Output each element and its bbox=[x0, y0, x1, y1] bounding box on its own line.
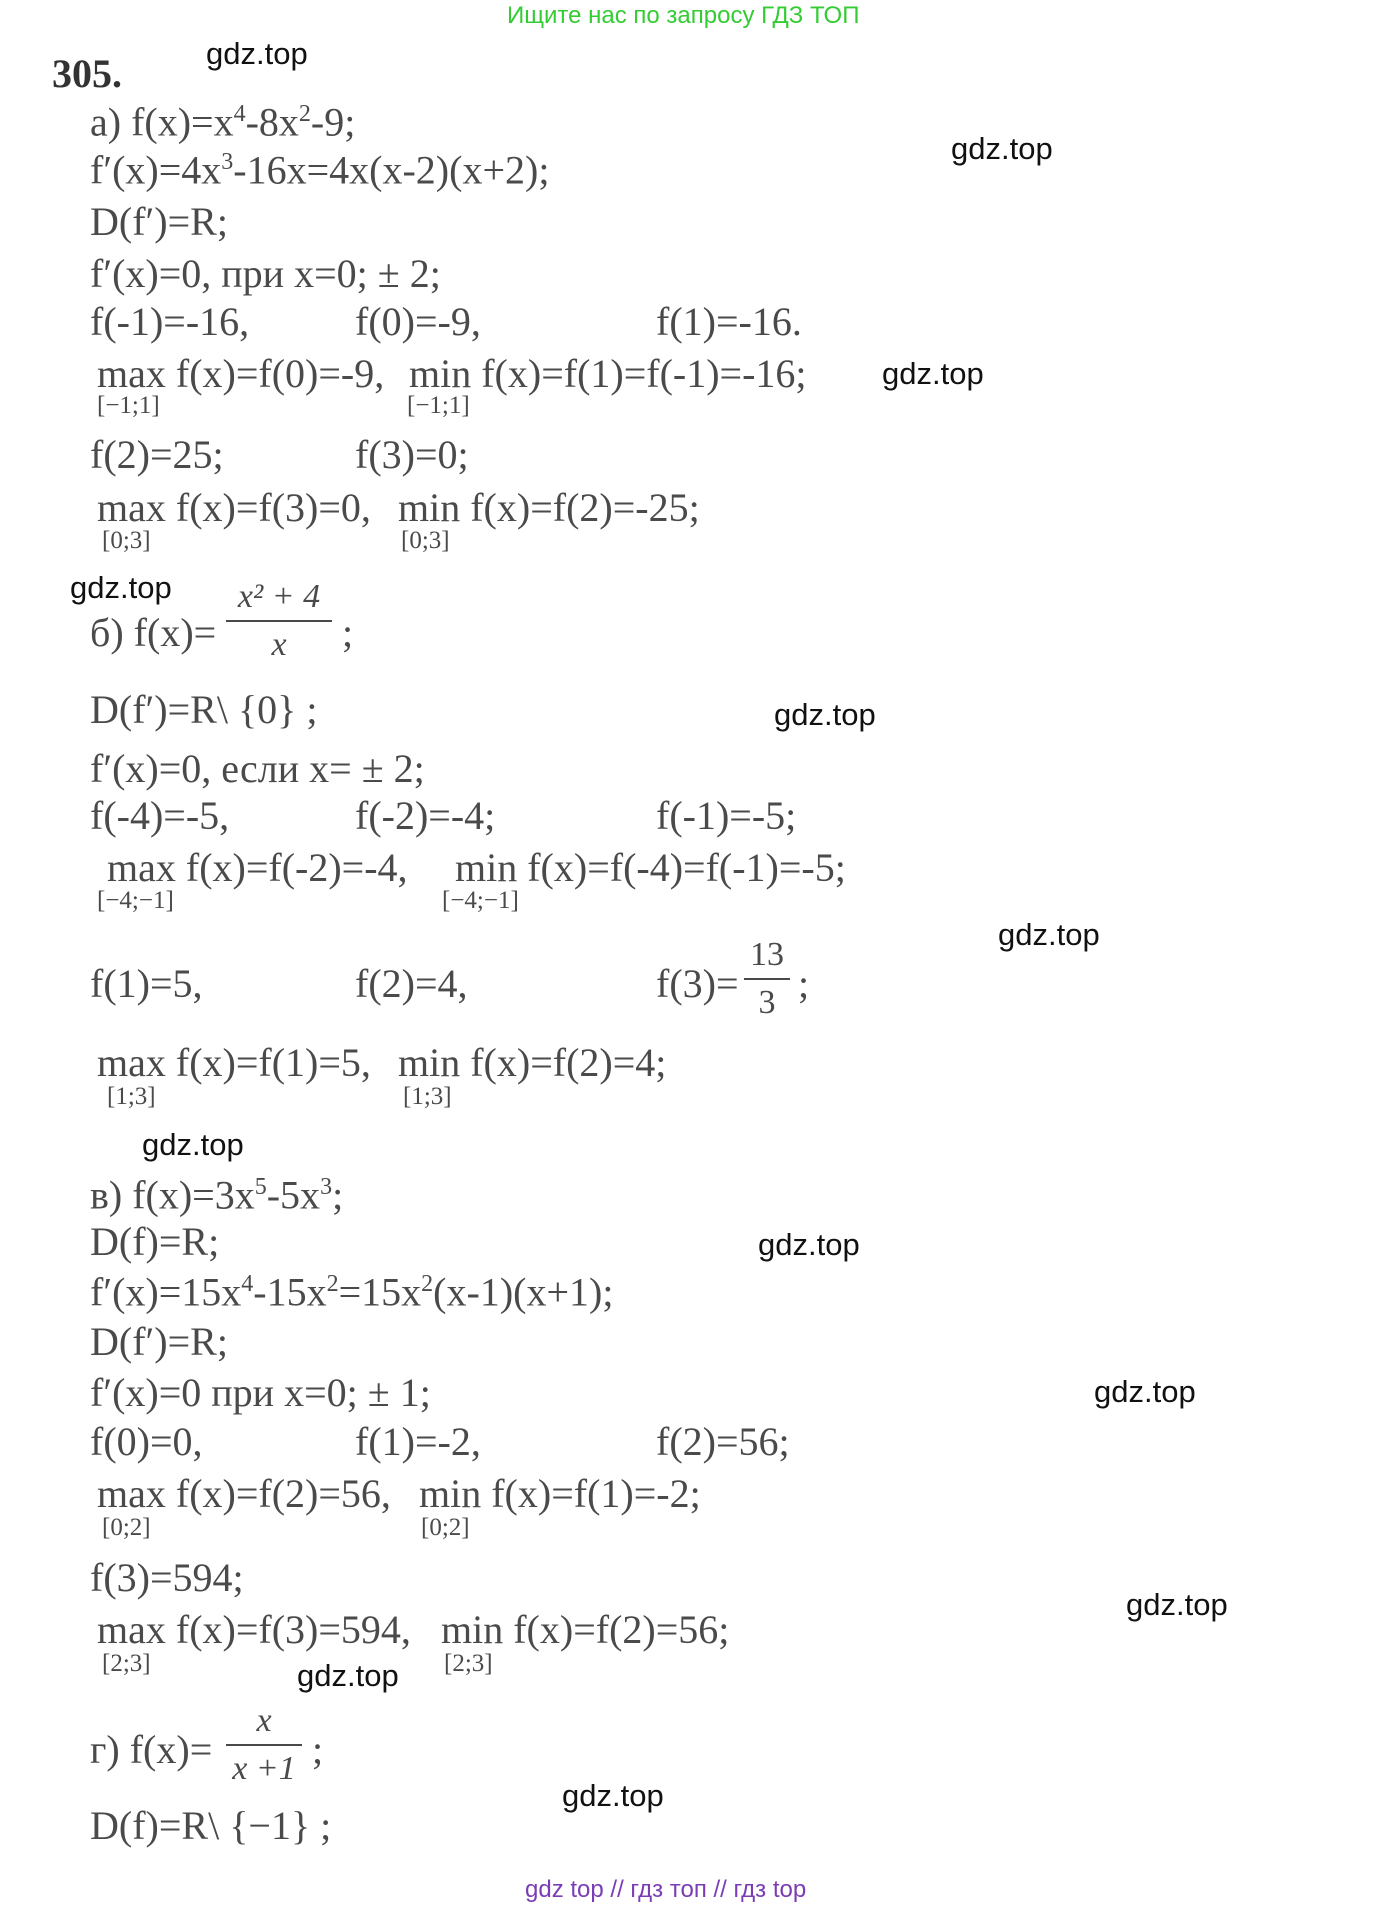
part-b-min-2-interval: [1;3] bbox=[403, 1083, 452, 1110]
part-b-semicolon: ; bbox=[342, 610, 354, 655]
part-b-max-2-interval: [1;3] bbox=[107, 1083, 156, 1110]
watermark: gdz.top bbox=[998, 917, 1100, 952]
part-v-min-1: min f(x)=f(1)=-2; bbox=[419, 1471, 701, 1516]
part-v-values-1: f(1)=-2, bbox=[355, 1419, 481, 1464]
part-b-max-1: max f(x)=f(-2)=-4, bbox=[107, 845, 408, 890]
watermark: gdz.top bbox=[758, 1227, 860, 1262]
fraction-bar bbox=[744, 978, 790, 980]
part-a-max-1-interval: [−1;1] bbox=[97, 392, 160, 419]
part-v-derivative: $f'(x)=15x^4-15x^2=15x^2(x-1)(x+1)$; bbox=[90, 1269, 614, 1315]
part-a-critical-points: f′(x)=0, при x=0; ± 2; bbox=[90, 251, 441, 296]
part-b-min-1: min f(x)=f(-4)=f(-1)=-5; bbox=[455, 845, 846, 890]
part-v-f3: f(3)=594; bbox=[90, 1555, 244, 1600]
fraction-bar bbox=[226, 1744, 302, 1746]
part-v-domain-f: D(f)=R; bbox=[90, 1219, 220, 1264]
part-b-denominator: x bbox=[271, 626, 287, 663]
part-b-max-2: max f(x)=f(1)=5, bbox=[97, 1040, 371, 1085]
part-a-values-2: f(2)=25; bbox=[90, 432, 224, 477]
part-a-min-1: min f(x)=f(1)=f(-1)=-16; bbox=[409, 351, 807, 396]
fraction-bar bbox=[226, 620, 332, 622]
part-b-critical-points: f′(x)=0, если x= ± 2; bbox=[90, 746, 425, 791]
part-g-numerator: x bbox=[256, 1702, 272, 1739]
part-v-max-1-interval: [0;2] bbox=[102, 1514, 151, 1541]
part-b-values-2: f(2)=4, bbox=[355, 961, 468, 1006]
part-a-max-2-interval: [0;3] bbox=[102, 527, 151, 554]
part-b-min-2: min f(x)=f(2)=4; bbox=[398, 1040, 667, 1085]
part-v-max-2-interval: [2;3] bbox=[102, 1650, 151, 1677]
part-b-max-1-interval: [−4;−1] bbox=[97, 887, 174, 914]
watermark: gdz.top bbox=[1094, 1374, 1196, 1409]
part-a-min-1-interval: [−1;1] bbox=[407, 392, 470, 419]
watermark: gdz.top bbox=[774, 697, 876, 732]
watermark: gdz.top bbox=[951, 131, 1053, 166]
part-b-values-1: f(-4)=-5, bbox=[90, 793, 230, 838]
part-a-max-2: max f(x)=f(3)=0, bbox=[97, 485, 371, 530]
part-b-values-2: f(1)=5, bbox=[90, 961, 203, 1006]
part-g-denominator: x +1 bbox=[232, 1750, 296, 1787]
part-g-label: г) f(x)= bbox=[90, 1727, 213, 1772]
part-b-label: б) f(x)= bbox=[90, 610, 217, 655]
problem-number: 305. bbox=[52, 51, 122, 96]
part-v-critical-points: f′(x)=0 при x=0; ± 1; bbox=[90, 1370, 431, 1415]
part-v-domain-derivative: D(f′)=R; bbox=[90, 1319, 228, 1364]
part-g-domain: D(f)=R\ {−1} ; bbox=[90, 1803, 332, 1848]
part-b-values-2: f(3)= bbox=[656, 961, 739, 1006]
watermark: gdz.top bbox=[206, 36, 308, 71]
part-v-min-2-interval: [2;3] bbox=[444, 1650, 493, 1677]
watermark: gdz.top bbox=[882, 356, 984, 391]
part-b-numerator: x² + 4 bbox=[237, 578, 321, 615]
part-v-values-1: f(2)=56; bbox=[656, 1419, 790, 1464]
part-b-values-1: f(-2)=-4; bbox=[355, 793, 496, 838]
part-a-domain: D(f′)=R; bbox=[90, 199, 228, 244]
part-b-frac3-denominator: 3 bbox=[758, 984, 776, 1021]
part-a-max-1: max f(x)=f(0)=-9, bbox=[97, 351, 385, 396]
part-v-function: в) $f(x)=3x^5-5x^3$; bbox=[90, 1172, 344, 1218]
watermark: gdz.top bbox=[142, 1127, 244, 1162]
part-b-fraction bbox=[226, 580, 332, 662]
part-a-values-1: f(1)=-16. bbox=[656, 299, 802, 344]
part-a-min-2: min f(x)=f(2)=-25; bbox=[398, 485, 700, 530]
watermark: gdz.top bbox=[70, 570, 172, 605]
footer-links[interactable]: gdz top // гдз топ // гдз top bbox=[525, 1876, 807, 1903]
part-v-min-2: min f(x)=f(2)=56; bbox=[441, 1607, 730, 1652]
part-a-min-2-interval: [0;3] bbox=[401, 527, 450, 554]
part-a-values-2: f(3)=0; bbox=[355, 432, 469, 477]
part-b-frac3-numerator: 13 bbox=[750, 936, 784, 973]
part-v-max-2: max f(x)=f(3)=594, bbox=[97, 1607, 411, 1652]
part-g-fraction bbox=[226, 1704, 302, 1786]
part-a-derivative: $f'(x)=4x^3-16x=4x(x-2)(x+2)$; bbox=[90, 147, 550, 193]
part-a-function: а) $f(x)=x^4-8x^2-9$; bbox=[90, 99, 356, 145]
search-banner: Ищите нас по запросу ГДЗ ТОП bbox=[507, 2, 860, 29]
part-b-values-1: f(-1)=-5; bbox=[656, 793, 797, 838]
part-v-min-1-interval: [0;2] bbox=[421, 1514, 470, 1541]
part-a-values-1: f(-1)=-16, bbox=[90, 299, 250, 344]
watermark: gdz.top bbox=[562, 1778, 664, 1813]
part-a-values-1: f(0)=-9, bbox=[355, 299, 481, 344]
part-b-domain: D(f′)=R\ {0} ; bbox=[90, 687, 318, 732]
watermark: gdz.top bbox=[297, 1658, 399, 1693]
part-b-semicolon-2: ; bbox=[798, 961, 810, 1006]
part-b-min-1-interval: [−4;−1] bbox=[442, 887, 519, 914]
part-v-max-1: max f(x)=f(2)=56, bbox=[97, 1471, 391, 1516]
part-b-fraction-13-3 bbox=[744, 938, 790, 1020]
part-g-semicolon: ; bbox=[312, 1727, 324, 1772]
part-v-values-1: f(0)=0, bbox=[90, 1419, 203, 1464]
watermark: gdz.top bbox=[1126, 1587, 1228, 1622]
